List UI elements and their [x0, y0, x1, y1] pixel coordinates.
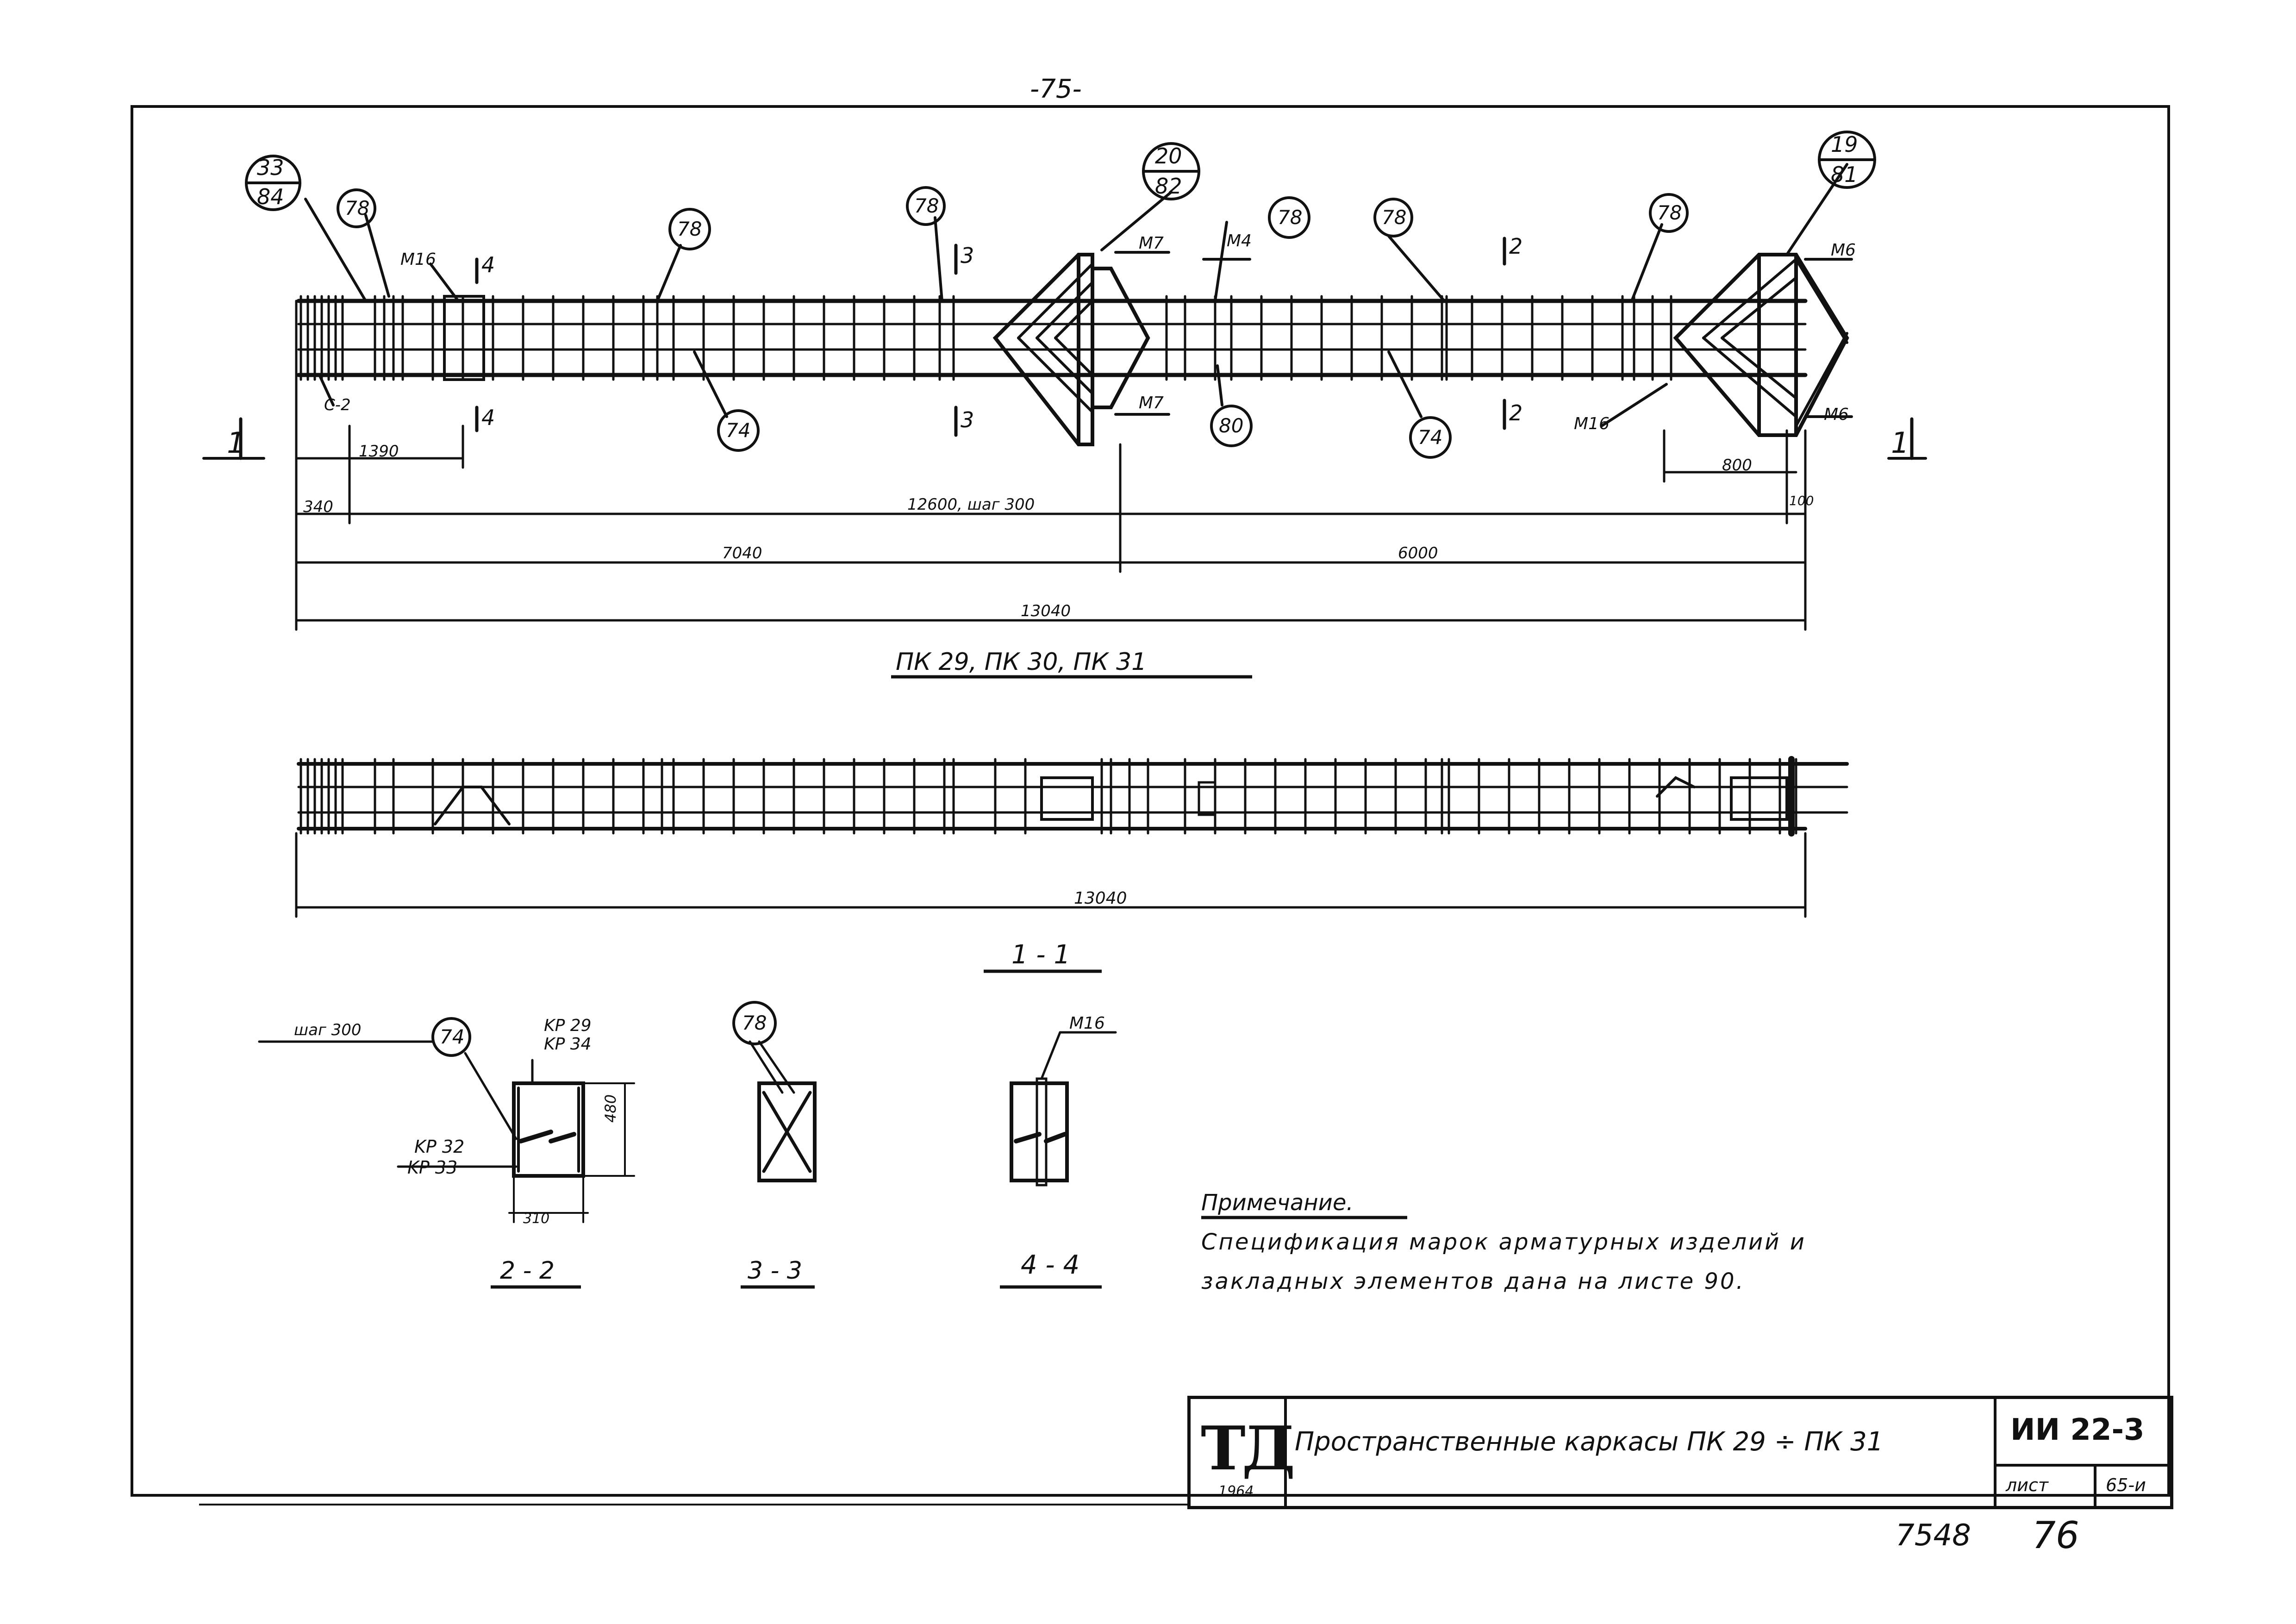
title-block-logo — [1191, 1399, 1292, 1506]
label-m16-section: M16 — [1069, 1014, 1105, 1033]
label-m16-top: M16 — [400, 250, 436, 269]
callout-74-a: 74 — [726, 419, 751, 442]
callout-3-bottom: 81 — [1831, 162, 1858, 187]
label-kp32: KP 32 — [414, 1137, 465, 1157]
callout-78-c: 78 — [914, 194, 939, 217]
dim-480: 480 — [602, 1094, 619, 1123]
title-block-right — [1994, 1399, 2173, 1506]
section-3-3-title: 3 - 3 — [748, 1257, 802, 1285]
callout-2-bottom: 82 — [1155, 174, 1182, 199]
label-m16-bottom: M16 — [1574, 414, 1610, 433]
title-block-sheet-value: 65-и — [2106, 1475, 2146, 1495]
section-3-3 — [750, 1042, 815, 1181]
section-2-2-title: 2 - 2 — [500, 1257, 555, 1285]
dim-7040: 7040 — [722, 544, 762, 562]
title-block-code-cell — [1997, 1399, 2173, 1467]
dim-1390: 1390 — [359, 442, 399, 461]
callout-78-a: 78 — [345, 197, 370, 219]
callout-1-top: 33 — [257, 155, 284, 180]
cut-4-bottom: 4 — [481, 405, 495, 430]
callout-1-bottom: 84 — [257, 184, 284, 209]
label-step: шаг 300 — [294, 1021, 362, 1039]
label-m7-top: M7 — [1139, 234, 1164, 253]
callout-78-d: 78 — [1278, 206, 1303, 229]
cut-3-bottom: 3 — [961, 407, 974, 432]
label-m7-bottom: M7 — [1139, 394, 1164, 412]
footer-number-right: 76 — [2032, 1514, 2079, 1557]
dim-12600: 12600, шаг 300 — [907, 495, 1035, 514]
dim-310: 310 — [523, 1211, 550, 1227]
callout-78-f: 78 — [1657, 201, 1682, 224]
callout-3-top: 19 — [1831, 132, 1858, 157]
section-4-4-title: 4 - 4 — [1021, 1250, 1080, 1280]
label-m6-bottom: M6 — [1824, 405, 1849, 424]
label-m4: M4 — [1227, 231, 1252, 250]
footer-number-left: 7548 — [1896, 1518, 1971, 1553]
label-kp29: KP 29 — [544, 1016, 592, 1035]
note-heading: Примечание. — [1201, 1190, 1354, 1216]
section-mark-right: 1 — [1891, 426, 1909, 460]
label-kp34: KP 34 — [544, 1035, 592, 1054]
title-block-code: ИИ 22-3 — [2010, 1413, 2145, 1447]
drawing-title: ПК 29, ПК 30, ПК 31 — [896, 648, 1147, 676]
logo-year: 1964 — [1218, 1483, 1254, 1499]
title-block — [1187, 1396, 2173, 1509]
sheet-frame — [132, 106, 2169, 1495]
cut-4-top: 4 — [481, 252, 495, 277]
dim-13040-plan: 13040 — [1074, 889, 1127, 908]
label-kp33: KP 33 — [407, 1157, 458, 1178]
dim-800: 800 — [1722, 456, 1752, 475]
dim-340: 340 — [303, 498, 333, 516]
dim-13040-elevation: 13040 — [1021, 602, 1071, 620]
label-c2: C-2 — [324, 396, 351, 414]
plan-view — [299, 759, 1847, 833]
label-m6-top: M6 — [1831, 241, 1856, 260]
plan-dimension — [296, 833, 1805, 917]
callout-78-b: 78 — [677, 218, 702, 240]
callout-2-top: 20 — [1155, 144, 1182, 169]
callout-78-e: 78 — [1382, 206, 1407, 229]
note-line-1: Спецификация марок арматурных изделий и — [1201, 1229, 1806, 1255]
section-4-4 — [1011, 1032, 1116, 1185]
cut-2-bottom: 2 — [1509, 400, 1523, 425]
title-block-sheet-label: лист — [2006, 1475, 2049, 1495]
title-block-title: Пространственные каркасы ПК 29 ÷ ПК 31 — [1295, 1427, 1884, 1457]
section-1-1-title: 1 - 1 — [1011, 940, 1071, 970]
section-mark-left: 1 — [227, 426, 245, 460]
callout-74-b: 74 — [1418, 426, 1443, 449]
callout-80: 80 — [1219, 414, 1244, 437]
callout-78-section: 78 — [742, 1012, 767, 1034]
logo-letters: ТД — [1201, 1413, 1292, 1484]
dim-6000: 6000 — [1398, 544, 1438, 562]
cut-2-top: 2 — [1509, 234, 1523, 259]
section-2-2 — [259, 1042, 634, 1222]
note-line-2: закладных элементов дана на листе 90. — [1201, 1268, 1745, 1294]
page-number: -75- — [1030, 74, 1082, 104]
dim-100: 100 — [1789, 493, 1814, 508]
callout-74-section: 74 — [440, 1025, 465, 1048]
cut-3-top: 3 — [961, 243, 974, 268]
title-block-sheet-label-cell — [1997, 1464, 2096, 1506]
